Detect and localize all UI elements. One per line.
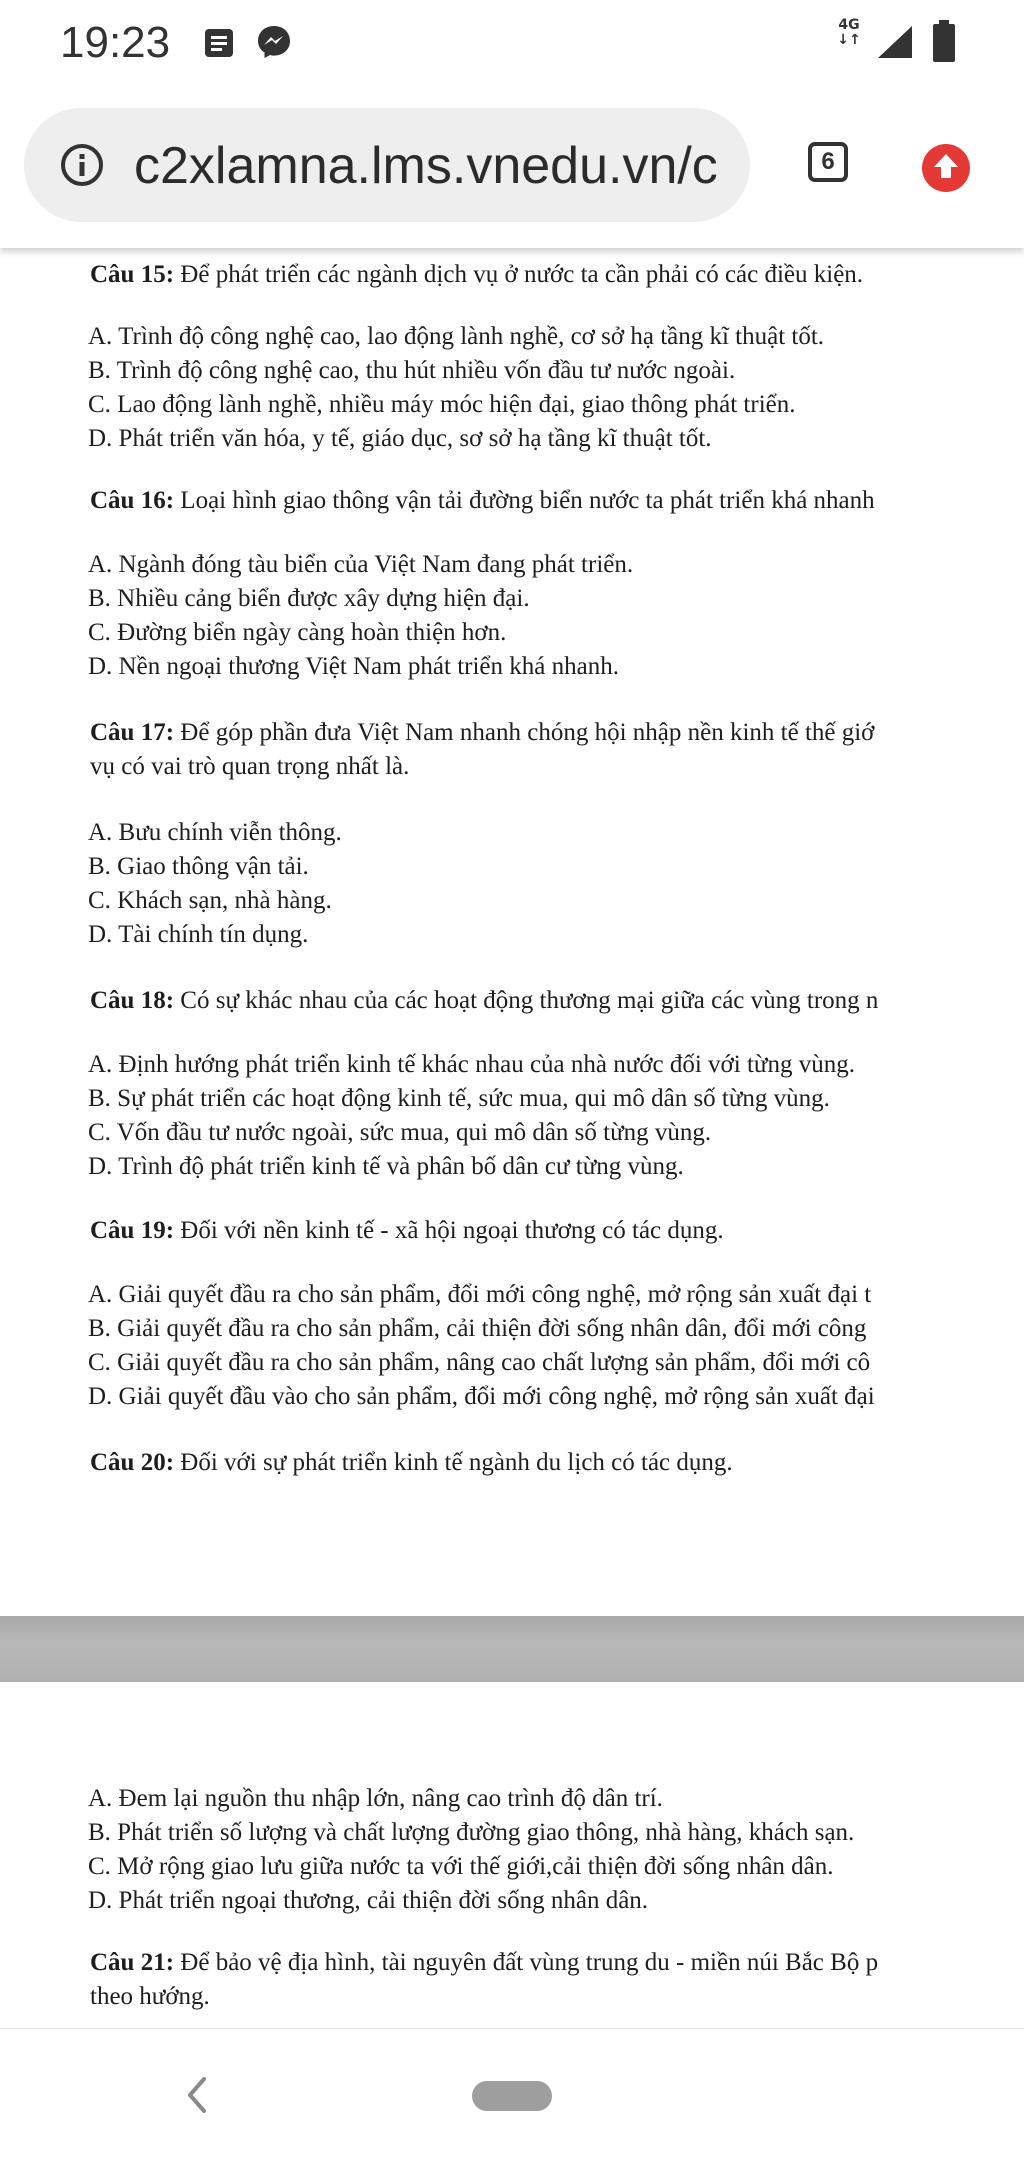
question-15 [90, 260, 863, 290]
option-line: D. Phát triển ngoại thương, cải thiện đời sống nhân dân. [88, 1887, 649, 1914]
question-number: Câu 17: [90, 719, 175, 746]
question-19 [90, 1216, 724, 1246]
url-text[interactable]: c2xlamna.lms.vnedu.vn/c [134, 137, 718, 195]
option-line: D. Nền ngoại thương Việt Nam phát triển khá nhanh. [88, 653, 619, 680]
option-line: B. Phát triển số lượng và chất lượng đường giao thông, nhà hàng, khách sạn. [88, 1819, 855, 1846]
browser-toolbar [0, 90, 1024, 248]
home-pill[interactable] [472, 2081, 552, 2111]
question-17 [90, 718, 874, 748]
option-line: B. Trình độ công nghệ cao, thu hút nhiều vốn đầu tư nước ngoài. [88, 357, 736, 384]
option-line: A. Định hướng phát triển kinh tế khác nhau của nhà nước đối với từng vùng. [88, 1051, 855, 1078]
document-notification-icon [202, 26, 236, 60]
option-line: B. Nhiều cảng biển được xây dựng hiện đại. [88, 585, 530, 612]
option-line: B. Giải quyết đầu ra cho sản phẩm, cải thiện đời sống nhân dân, đổi mới công [88, 1315, 867, 1342]
question-text: Có sự khác nhau của các hoạt động thương mại giữa các vùng trong n [174, 987, 879, 1014]
document-page [0, 248, 1024, 2048]
question-text-continued: theo hướng. [90, 1983, 210, 2010]
question-21 [90, 1948, 878, 1978]
option-line: D. Trình độ phát triển kinh tế và phân bố dân cư từng vùng. [88, 1153, 684, 1180]
network-type-indicator [832, 18, 866, 48]
status-time: 19:23 [60, 18, 171, 67]
option-line: C. Vốn đầu tư nước ngoài, sức mua, qui mô dân số từng vùng. [88, 1119, 712, 1146]
question-number: Câu 15: [90, 261, 175, 288]
option-line: A. Đem lại nguồn thu nhập lớn, nâng cao trình độ dân trí. [88, 1785, 663, 1812]
messenger-icon [256, 24, 292, 60]
question-16 [90, 486, 875, 516]
question-text: Loại hình giao thông vận tải đường biển nước ta phát triển khá nhanh [174, 487, 875, 514]
system-navigation-bar [0, 2028, 1024, 2162]
question-text: Để góp phần đưa Việt Nam nhanh chóng hội nhập nền kinh tế thế giớ [174, 719, 875, 746]
option-line: D. Phát triển văn hóa, y tế, giáo dục, sơ sở hạ tầng kĩ thuật tốt. [88, 425, 712, 452]
question-number: Câu 21: [90, 1949, 175, 1976]
option-line: C. Lao động lành nghề, nhiều máy móc hiện đại, giao thông phát triển. [88, 391, 796, 418]
option-line: B. Sự phát triển các hoạt động kinh tế, sức mua, qui mô dân số từng vùng. [88, 1085, 830, 1112]
option-line: A. Bưu chính viễn thông. [88, 819, 342, 846]
question-20 [90, 1448, 733, 1478]
question-number: Câu 18: [90, 987, 175, 1014]
data-arrows-icon: ↓↑ [837, 32, 861, 48]
question-text-continued: vụ có vai trò quan trọng nhất là. [90, 753, 410, 780]
option-line: D. Giải quyết đầu vào cho sản phẩm, đổi mới công nghệ, mở rộng sản xuất đại [88, 1383, 875, 1410]
option-line: A. Ngành đóng tàu biển của Việt Nam đang phát triển. [88, 551, 634, 578]
question-text: Để phát triển các ngành dịch vụ ở nước ta cần phải có các điều kiện. [174, 261, 864, 288]
tab-switcher-button[interactable]: 6 [808, 142, 848, 182]
signal-icon [876, 24, 914, 60]
page-break [0, 1616, 1024, 1682]
option-line: C. Đường biển ngày càng hoàn thiện hơn. [88, 619, 507, 646]
update-icon[interactable] [920, 142, 972, 194]
option-line: D. Tài chính tín dụng. [88, 921, 309, 948]
question-number: Câu 19: [90, 1217, 175, 1244]
question-text: Đối với nền kinh tế - xã hội ngoại thương có tác dụng. [174, 1217, 724, 1244]
question-number: Câu 16: [90, 487, 175, 514]
option-line: A. Trình độ công nghệ cao, lao động lành nghề, cơ sở hạ tầng kĩ thuật tốt. [88, 323, 825, 350]
question-18 [90, 986, 878, 1016]
network-type-label: 4G [838, 17, 860, 33]
back-icon[interactable] [180, 2073, 214, 2117]
option-line: B. Giao thông vận tải. [88, 853, 309, 880]
question-text: Đối với sự phát triển kinh tế ngành du lịch có tác dụng. [174, 1449, 733, 1476]
battery-icon [932, 20, 956, 62]
question-number: Câu 20: [90, 1449, 175, 1476]
address-bar[interactable] [24, 108, 750, 222]
option-line: C. Giải quyết đầu ra cho sản phẩm, nâng cao chất lượng sản phẩm, đổi mới cô [88, 1349, 871, 1376]
info-icon[interactable] [60, 143, 104, 187]
question-text: Để bảo vệ địa hình, tài nguyên đất vùng trung du - miền núi Bắc Bộ p [174, 1949, 879, 1976]
option-line: C. Khách sạn, nhà hàng. [88, 887, 332, 914]
option-line: C. Mở rộng giao lưu giữa nước ta với thế giới,cải thiện đời sống nhân dân. [88, 1853, 834, 1880]
option-line: A. Giải quyết đầu ra cho sản phẩm, đổi mới công nghệ, mở rộng sản xuất đại t [88, 1281, 872, 1308]
status-bar [0, 0, 1024, 90]
